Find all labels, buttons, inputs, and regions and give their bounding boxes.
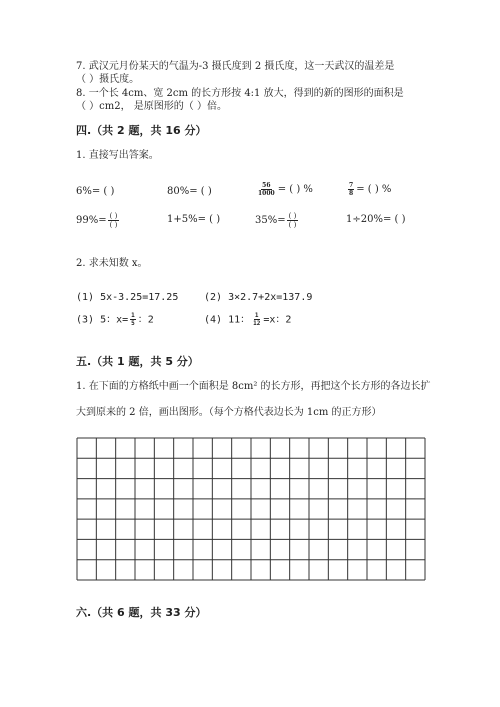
q8-line2: （ ）cm2， 是原图形的（ ）倍。 [76,101,227,112]
section5-title: 五.（共 1 题，共 5 分） [76,355,199,368]
calc-56-1000: $\frac{56}{1000}$ = ( ) % [258,182,313,197]
q8-line1: 8. 一个长 4cm、宽 2cm 的长方形按 4:1 放大，得到的新的图形的面积是 [76,88,404,99]
q7-line1: 7. 武汉元月份某天的气温为-3 摄氏度到 2 摄氏度，这一天武汉的温差是 [76,61,395,72]
section5-q1-line2: 大到原来的 2 倍，画出图形。（每个方格代表边长为 1cm 的正方形） [76,407,382,418]
calc-6pct: 6%= ( ) [76,186,115,197]
fraction-7-8: $\frac{7}{8}$ [349,182,354,197]
calc-1div20pct: 1÷20%= ( ) [346,214,406,225]
q1-title: 1. 直接写出答案。 [76,150,159,161]
drawing-grid[interactable] [76,437,426,581]
section5-q1-line1: 1. 在下面的方格纸中画一个面积是 8cm² 的长方形，再把这个长方形的各边长扩 [76,381,431,392]
equation-1: (1) 5x-3.25=17.25 [76,292,179,303]
fraction-1-5: $\frac{1}{5}$ [131,312,135,327]
fraction-56-1000: $\frac{56}{1000}$ [258,182,275,197]
equation-4: (4) 11： $\frac{1}{12}$ =x：2 [204,312,292,327]
calc-99pct: 99%= ( ) ( ) [76,212,118,229]
section6-title: 六.（共 6 题，共 33 分） [76,606,207,619]
section4-title: 四.（共 2 题，共 16 分） [76,124,207,137]
fraction-blank: ( ) ( ) [288,212,297,229]
calc-80pct: 80%= ( ) [167,186,212,197]
calc-7-8: $\frac{7}{8}$ = ( ) % [349,182,392,197]
calc-1plus5pct: 1+5%= ( ) [167,214,221,225]
fraction-1-12: $\frac{1}{12}$ [253,312,261,327]
q2-title: 2. 求未知数 x。 [76,258,148,269]
calc-35pct: 35%= ( ) ( ) [255,212,297,229]
q7-line2: （ ）摄氏度。 [76,74,140,85]
equation-3: (3) 5：x= $\frac{1}{5}$ ：2 [76,312,154,327]
equation-2: (2) 3×2.7+2x=137.9 [204,292,313,303]
fraction-blank: ( ) ( ) [109,212,118,229]
